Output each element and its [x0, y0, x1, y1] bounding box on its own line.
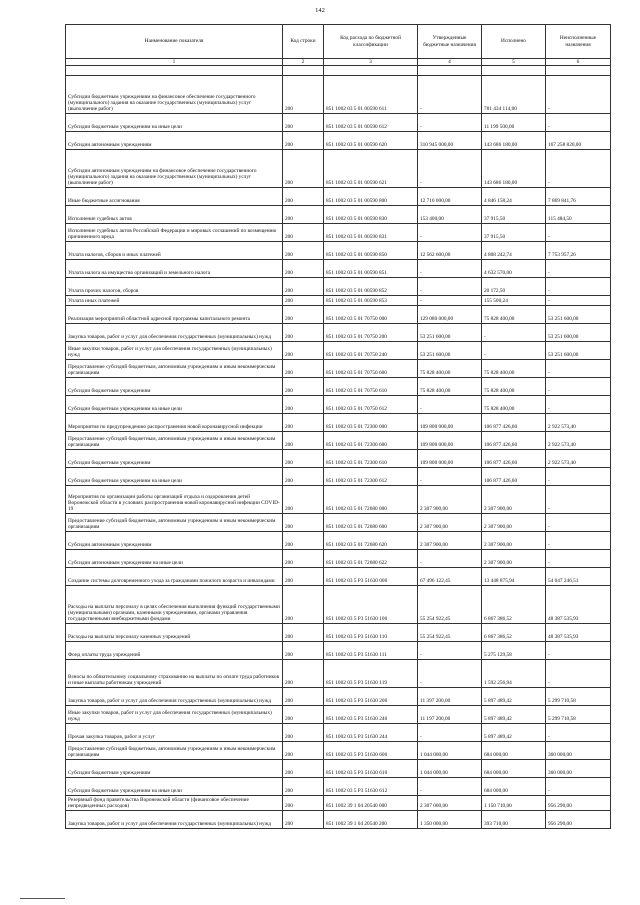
table-row — [66, 206, 611, 224]
table-row — [66, 688, 611, 706]
indicator-name-cell: Реализация мероприятий областной адресной программы капитального ремонта — [66, 306, 283, 324]
unexecuted-cell: - — [546, 224, 611, 242]
budget-code-cell: 851 1002 03 5 P3 51630 100 — [324, 586, 418, 624]
indicator-name-cell: Иные закупки товаров, работ и услуг для обеспечения государственных (муниципальных) нужд — [66, 706, 283, 724]
unexecuted-cell: - — [546, 724, 611, 742]
line-code-cell: 200 — [283, 642, 324, 660]
spacer-cell — [324, 66, 418, 76]
line-code-cell: 200 — [283, 778, 324, 796]
line-code-cell: 200 — [283, 342, 324, 360]
unexecuted-cell: 53 251 600,00 — [546, 324, 611, 342]
budget-code-cell: 851 1002 03 5 01 70750 000 — [324, 306, 418, 324]
unexecuted-cell: - — [546, 778, 611, 796]
budget-code-cell: 851 1002 03 5 01 70750 240 — [324, 342, 418, 360]
unexecuted-cell: 956 290,00 — [546, 811, 611, 829]
budget-code-cell: 851 1002 03 5 P3 51630 000 — [324, 568, 418, 586]
page-number: 142 — [315, 7, 325, 14]
table-row — [66, 150, 611, 188]
approved-cell: 11 397 200,00 — [418, 688, 482, 706]
unexecuted-cell: 956 290,00 — [546, 796, 611, 811]
budget-code-cell: 851 1002 03 5 P3 51630 111 — [324, 642, 418, 660]
header-unexecuted: Неисполненные назначения — [546, 25, 611, 59]
table-row — [66, 468, 611, 486]
budget-code-cell: 851 1002 03 5 01 00590 611 — [324, 76, 418, 114]
line-code-cell: 200 — [283, 296, 324, 306]
indicator-name-cell: Субсидии бюджетным учреждениям на финансовое обеспечение государственного (муниципального) задания на оказание государственных (муниципальных) услуг (выполнение работ) — [66, 76, 283, 114]
table-row — [66, 296, 611, 306]
budget-code-cell: 851 1002 03 5 P3 51630 240 — [324, 706, 418, 724]
column-number-row — [66, 59, 611, 66]
approved-cell: - — [418, 114, 482, 132]
line-code-cell: 200 — [283, 360, 324, 378]
indicator-name-cell: Уплата налогов, сборов и иных платежей — [66, 242, 283, 260]
table-row — [66, 586, 611, 624]
unexecuted-cell: - — [546, 278, 611, 296]
table-body — [66, 66, 611, 829]
unexecuted-cell: 360 000,00 — [546, 742, 611, 760]
indicator-name-cell: Уплата прочих налогов, сборов — [66, 278, 283, 296]
indicator-name-cell: Субсидии бюджетным учреждениям на иные цели — [66, 778, 283, 796]
unexecuted-cell: 53 251 600,00 — [546, 342, 611, 360]
line-code-cell: 200 — [283, 468, 324, 486]
approved-cell: - — [418, 724, 482, 742]
executed-cell: 155 500,24 — [482, 296, 546, 306]
approved-cell: 75 828 400,00 — [418, 378, 482, 396]
line-code-cell: 200 — [283, 706, 324, 724]
budget-code-cell: 851 1002 03 5 P3 51630 600 — [324, 742, 418, 760]
budget-code-cell: 851 1002 03 5 P3 51630 610 — [324, 760, 418, 778]
executed-cell: - — [482, 342, 546, 360]
budget-code-cell: 851 1002 03 5 01 72680 600 — [324, 514, 418, 532]
table-row — [66, 414, 611, 432]
approved-cell: 55 254 922,45 — [418, 586, 482, 624]
line-code-cell: 200 — [283, 324, 324, 342]
table-row — [66, 642, 611, 660]
approved-cell: 12 562 600,00 — [418, 242, 482, 260]
budget-code-cell: 851 1002 03 5 P3 51630 200 — [324, 688, 418, 706]
budget-code-cell: 851 1002 03 5 01 00590 853 — [324, 296, 418, 306]
budget-code-cell: 851 1002 39 1 04 20540 200 — [324, 811, 418, 829]
table-row — [66, 450, 611, 468]
indicator-name-cell: Расходы на выплаты персоналу казенных учреждений — [66, 624, 283, 642]
line-code-cell: 200 — [283, 114, 324, 132]
unexecuted-cell: 48 387 535,93 — [546, 624, 611, 642]
executed-cell: 106 877 426,60 — [482, 468, 546, 486]
indicator-name-cell: Закупка товаров, работ и услуг для обеспечения государственных (муниципальных) нужд — [66, 688, 283, 706]
unexecuted-cell: 5 299 710,58 — [546, 688, 611, 706]
table-row — [66, 76, 611, 114]
executed-cell: 6 867 386,52 — [482, 586, 546, 624]
approved-cell: 55 254 922,45 — [418, 624, 482, 642]
indicator-name-cell: Субсидии бюджетным учреждениям — [66, 450, 283, 468]
executed-cell: 5 897 489,42 — [482, 706, 546, 724]
spacer-cell — [283, 66, 324, 76]
executed-cell: 4 632 570,00 — [482, 260, 546, 278]
indicator-name-cell: Фонд оплаты труда учреждений — [66, 642, 283, 660]
unexecuted-cell: - — [546, 468, 611, 486]
spacer-cell — [546, 66, 611, 76]
footnote-divider — [20, 898, 65, 899]
column-number: 3 — [324, 59, 418, 66]
approved-cell: 2 307 900,00 — [418, 532, 482, 550]
unexecuted-cell: 360 000,00 — [546, 760, 611, 778]
approved-cell: - — [418, 76, 482, 114]
indicator-name-cell: Исполнение судебных актов — [66, 206, 283, 224]
indicator-name-cell: Закупка товаров, работ и услуг для обеспечения государственных (муниципальных) нужд — [66, 811, 283, 829]
budget-execution-table — [65, 24, 611, 829]
budget-code-cell: 851 1002 03 5 01 72680 620 — [324, 532, 418, 550]
executed-cell: 2 307 900,00 — [482, 532, 546, 550]
executed-cell: 37 915,50 — [482, 224, 546, 242]
approved-cell: 53 251 600,00 — [418, 324, 482, 342]
approved-cell: 310 945 000,00 — [418, 132, 482, 150]
executed-cell: 2 307 900,00 — [482, 550, 546, 568]
executed-cell: - — [482, 324, 546, 342]
executed-cell: 2 307 900,00 — [482, 514, 546, 532]
table-row — [66, 396, 611, 414]
budget-code-cell: 851 1002 03 5 01 00590 851 — [324, 260, 418, 278]
budget-code-cell: 851 1002 03 5 01 70750 200 — [324, 324, 418, 342]
approved-cell: 53 251 600,00 — [418, 342, 482, 360]
spacer-cell — [66, 66, 283, 76]
indicator-name-cell: Расходы на выплаты персоналу в целях обеспечения выполнения функций государственными (муниципальными) органами, казенными учреждениями, органами управления государственными внебюджетными фондами — [66, 586, 283, 624]
header-executed: Исполнено — [482, 25, 546, 59]
line-code-cell: 200 — [283, 150, 324, 188]
unexecuted-cell: 5 299 710,58 — [546, 706, 611, 724]
unexecuted-cell: 2 922 573,40 — [546, 432, 611, 450]
indicator-name-cell: Иные закупки товаров, работ и услуг для обеспечения государственных (муниципальных) нужд — [66, 342, 283, 360]
approved-cell: 1 044 000,00 — [418, 760, 482, 778]
line-code-cell: 200 — [283, 242, 324, 260]
executed-cell: 75 828 400,00 — [482, 378, 546, 396]
table-row — [66, 242, 611, 260]
unexecuted-cell: - — [546, 114, 611, 132]
spacer-row — [66, 66, 611, 76]
indicator-name-cell: Уплата налога на имущество организаций и земельного налога — [66, 260, 283, 278]
table-row — [66, 114, 611, 132]
table-row — [66, 660, 611, 688]
unexecuted-cell: - — [546, 642, 611, 660]
executed-cell: 1 592 256,94 — [482, 660, 546, 688]
approved-cell: - — [418, 150, 482, 188]
table-header-row — [66, 25, 611, 59]
indicator-name-cell: Предоставление субсидий бюджетным, автономным учреждениям и иным некоммерческим организациям — [66, 742, 283, 760]
table-row — [66, 306, 611, 324]
approved-cell: - — [418, 278, 482, 296]
unexecuted-cell: 2 922 573,40 — [546, 450, 611, 468]
budget-code-cell: 851 1002 03 5 01 00590 612 — [324, 114, 418, 132]
unexecuted-cell: 2 922 573,40 — [546, 414, 611, 432]
line-code-cell: 200 — [283, 224, 324, 242]
approved-cell: 11 197 200,00 — [418, 706, 482, 724]
budget-code-cell: 851 1002 03 5 01 00590 620 — [324, 132, 418, 150]
column-number: 1 — [66, 59, 283, 66]
line-code-cell: 200 — [283, 132, 324, 150]
budget-code-cell: 851 1002 03 5 01 72300 600 — [324, 432, 418, 450]
unexecuted-cell: - — [546, 532, 611, 550]
indicator-name-cell: Предоставление субсидий бюджетным, автономным учреждениям и иным некоммерческим организациям — [66, 360, 283, 378]
line-code-cell: 200 — [283, 378, 324, 396]
unexecuted-cell: 7 753 957,26 — [546, 242, 611, 260]
line-code-cell: 200 — [283, 260, 324, 278]
approved-cell: 153 400,00 — [418, 206, 482, 224]
line-code-cell: 200 — [283, 206, 324, 224]
executed-cell: 37 915,50 — [482, 206, 546, 224]
approved-cell: - — [418, 468, 482, 486]
indicator-name-cell: Создание системы долговременного ухода за гражданами пожилого возраста и инвалидами — [66, 568, 283, 586]
budget-code-cell: 851 1002 03 5 P3 51630 119 — [324, 660, 418, 688]
approved-cell: - — [418, 296, 482, 306]
unexecuted-cell: - — [546, 550, 611, 568]
executed-cell: 5 897 489,42 — [482, 724, 546, 742]
executed-cell: 75 828 400,00 — [482, 396, 546, 414]
unexecuted-cell: 54 047 246,51 — [546, 568, 611, 586]
executed-cell: 5 275 129,58 — [482, 642, 546, 660]
approved-cell: 1 350 000,00 — [418, 811, 482, 829]
executed-cell: 2 307 900,00 — [482, 486, 546, 514]
approved-cell: - — [418, 260, 482, 278]
budget-code-cell: 851 1002 03 5 P3 51630 612 — [324, 778, 418, 796]
indicator-name-cell: Прочая закупка товаров, работ и услуг — [66, 724, 283, 742]
approved-cell: 2 307 900,00 — [418, 486, 482, 514]
indicator-name-cell: Резервный фонд правительства Воронежской области (финансовое обеспечение непредвиденных расходов) — [66, 796, 283, 811]
budget-code-cell: 851 1002 39 1 04 20540 000 — [324, 796, 418, 811]
column-number: 6 — [546, 59, 611, 66]
approved-cell: 109 800 000,00 — [418, 432, 482, 450]
unexecuted-cell: - — [546, 396, 611, 414]
line-code-cell: 200 — [283, 760, 324, 778]
approved-cell: - — [418, 778, 482, 796]
table-row — [66, 724, 611, 742]
approved-cell: 2 307 900,00 — [418, 514, 482, 532]
table-row — [66, 514, 611, 532]
unexecuted-cell: - — [546, 514, 611, 532]
table-row — [66, 532, 611, 550]
header-indicator-name: Наименование показателя — [66, 25, 283, 59]
line-code-cell: 200 — [283, 450, 324, 468]
line-code-cell: 200 — [283, 724, 324, 742]
approved-cell: 75 828 400,00 — [418, 360, 482, 378]
header-line-code: Код строки — [283, 25, 324, 59]
budget-code-cell: 851 1002 03 5 01 72680 000 — [324, 486, 418, 514]
unexecuted-cell: 53 251 600,00 — [546, 306, 611, 324]
table-row — [66, 188, 611, 206]
executed-cell: 781 434 114,00 — [482, 76, 546, 114]
executed-cell: 11 199 500,00 — [482, 114, 546, 132]
approved-cell: 12 716 000,00 — [418, 188, 482, 206]
budget-code-cell: 851 1002 03 5 01 72300 000 — [324, 414, 418, 432]
indicator-name-cell: Предоставление субсидий бюджетным, автономным учреждениям и иным некоммерческим организациям — [66, 432, 283, 450]
table-row — [66, 360, 611, 378]
line-code-cell: 200 — [283, 811, 324, 829]
indicator-name-cell: Субсидии бюджетным учреждениям на иные цели — [66, 114, 283, 132]
executed-cell: 106 877 426,60 — [482, 450, 546, 468]
table-row — [66, 778, 611, 796]
table-row — [66, 568, 611, 586]
line-code-cell: 200 — [283, 742, 324, 760]
executed-cell: 20 172,50 — [482, 278, 546, 296]
budget-code-cell: 851 1002 03 5 01 72300 612 — [324, 468, 418, 486]
line-code-cell: 200 — [283, 432, 324, 450]
line-code-cell: 200 — [283, 550, 324, 568]
executed-cell: 6 867 386,52 — [482, 624, 546, 642]
unexecuted-cell: - — [546, 150, 611, 188]
executed-cell: 75 828 400,00 — [482, 306, 546, 324]
table-row — [66, 486, 611, 514]
indicator-name-cell: Субсидии автономным учреждениям на финансовое обеспечение государственного (муниципального) задания на оказание государственных (муниципальных) услуг (выполнение работ) — [66, 150, 283, 188]
unexecuted-cell: - — [546, 378, 611, 396]
executed-cell: 75 828 400,00 — [482, 360, 546, 378]
approved-cell: 67 496 122,45 — [418, 568, 482, 586]
table-row — [66, 324, 611, 342]
approved-cell: 129 080 000,00 — [418, 306, 482, 324]
budget-code-cell: 851 1002 03 5 01 00590 850 — [324, 242, 418, 260]
executed-cell: 4 846 158,24 — [482, 188, 546, 206]
executed-cell: 106 877 426,60 — [482, 414, 546, 432]
line-code-cell: 200 — [283, 76, 324, 114]
executed-cell: 684 000,00 — [482, 760, 546, 778]
budget-code-cell: 851 1002 03 5 01 72300 610 — [324, 450, 418, 468]
approved-cell: - — [418, 396, 482, 414]
spacer-cell — [482, 66, 546, 76]
indicator-name-cell: Исполнение судебных актов Российской Федерации и мировых соглашений по возмещению причиненного вреда — [66, 224, 283, 242]
header-approved: Утвержденные бюджетные назначения — [418, 25, 482, 59]
budget-code-cell: 851 1002 03 5 P3 51630 244 — [324, 724, 418, 742]
indicator-name-cell: Закупка товаров, работ и услуг для обеспечения государственных (муниципальных) нужд — [66, 324, 283, 342]
line-code-cell: 200 — [283, 624, 324, 642]
approved-cell: 1 044 000,00 — [418, 742, 482, 760]
budget-code-cell: 851 1002 03 5 01 00590 831 — [324, 224, 418, 242]
indicator-name-cell: Субсидии автономным учреждениям на иные цели — [66, 550, 283, 568]
indicator-name-cell: Взносы по обязательному социальному страхованию на выплаты по оплате труда работников и иные выплаты работникам учреждений — [66, 660, 283, 688]
table-row — [66, 742, 611, 760]
table-row — [66, 796, 611, 811]
unexecuted-cell: - — [546, 360, 611, 378]
line-code-cell: 200 — [283, 414, 324, 432]
table-row — [66, 760, 611, 778]
column-number: 4 — [418, 59, 482, 66]
indicator-name-cell: Субсидии бюджетным учреждениям на иные цели — [66, 396, 283, 414]
executed-cell: 106 877 426,60 — [482, 432, 546, 450]
table-row — [66, 811, 611, 829]
unexecuted-cell: - — [546, 76, 611, 114]
line-code-cell: 200 — [283, 796, 324, 811]
table-row — [66, 342, 611, 360]
line-code-cell: 200 — [283, 306, 324, 324]
budget-code-cell: 851 1002 03 5 01 70750 610 — [324, 378, 418, 396]
budget-code-cell: 851 1002 03 5 01 70750 600 — [324, 360, 418, 378]
budget-code-cell: 851 1002 03 5 01 70750 612 — [324, 396, 418, 414]
line-code-cell: 200 — [283, 688, 324, 706]
executed-cell: 1 150 710,00 — [482, 796, 546, 811]
column-number: 2 — [283, 59, 324, 66]
executed-cell: 5 897 489,42 — [482, 688, 546, 706]
indicator-name-cell: Субсидии бюджетным учреждениям на иные цели — [66, 468, 283, 486]
executed-cell: 4 808 242,74 — [482, 242, 546, 260]
indicator-name-cell: Предоставление субсидий бюджетным, автономным учреждениям и иным некоммерческим организациям — [66, 514, 283, 532]
indicator-name-cell: Мероприятия по организации работы организаций отдыха и оздоровления детей Воронежской области в условиях распространения новой коронавирусной инфекции COVID-19 — [66, 486, 283, 514]
table-row — [66, 432, 611, 450]
table-row — [66, 278, 611, 296]
approved-cell: - — [418, 550, 482, 568]
table-row — [66, 378, 611, 396]
table-row — [66, 550, 611, 568]
spacer-cell — [418, 66, 482, 76]
approved-cell: - — [418, 660, 482, 688]
budget-code-cell: 851 1002 03 5 01 00590 621 — [324, 150, 418, 188]
budget-code-cell: 851 1002 03 5 01 00590 830 — [324, 206, 418, 224]
line-code-cell: 200 — [283, 278, 324, 296]
executed-cell: 143 686 180,00 — [482, 150, 546, 188]
line-code-cell: 200 — [283, 514, 324, 532]
line-code-cell: 200 — [283, 532, 324, 550]
approved-cell: 109 800 000,00 — [418, 450, 482, 468]
executed-cell: 393 710,00 — [482, 811, 546, 829]
line-code-cell: 200 — [283, 396, 324, 414]
line-code-cell: 200 — [283, 586, 324, 624]
column-number: 5 — [482, 59, 546, 66]
approved-cell: - — [418, 642, 482, 660]
unexecuted-cell: - — [546, 260, 611, 278]
table-row — [66, 706, 611, 724]
unexecuted-cell: - — [546, 660, 611, 688]
indicator-name-cell: Субсидии автономным учреждениям — [66, 132, 283, 150]
unexecuted-cell: - — [546, 486, 611, 514]
table-row — [66, 260, 611, 278]
line-code-cell: 200 — [283, 568, 324, 586]
unexecuted-cell: - — [546, 296, 611, 306]
unexecuted-cell: 48 387 535,93 — [546, 586, 611, 624]
executed-cell: 143 686 180,00 — [482, 132, 546, 150]
indicator-name-cell: Мероприятия по предупреждению распространения новой коронавирусной инфекции — [66, 414, 283, 432]
indicator-name-cell: Субсидии автономным учреждениям — [66, 532, 283, 550]
approved-cell: - — [418, 224, 482, 242]
table-row — [66, 132, 611, 150]
table-row — [66, 624, 611, 642]
unexecuted-cell: 7 869 841,76 — [546, 188, 611, 206]
indicator-name-cell: Субсидии бюджетным учреждениям — [66, 760, 283, 778]
executed-cell: 13 448 875,94 — [482, 568, 546, 586]
executed-cell: 684 000,00 — [482, 742, 546, 760]
budget-code-cell: 851 1002 03 5 01 00590 800 — [324, 188, 418, 206]
budget-code-cell: 851 1002 03 5 01 00590 852 — [324, 278, 418, 296]
unexecuted-cell: 115 484,50 — [546, 206, 611, 224]
header-budget-code: Код расхода по бюджетной классификации — [324, 25, 418, 59]
approved-cell: 109 800 000,00 — [418, 414, 482, 432]
approved-cell: 2 307 000,00 — [418, 796, 482, 811]
line-code-cell: 200 — [283, 660, 324, 688]
indicator-name-cell: Субсидии бюджетным учреждениям — [66, 378, 283, 396]
line-code-cell: 200 — [283, 188, 324, 206]
unexecuted-cell: 167 258 820,00 — [546, 132, 611, 150]
budget-code-cell: 851 1002 03 5 01 72680 622 — [324, 550, 418, 568]
indicator-name-cell: Уплата иных платежей — [66, 296, 283, 306]
table-row — [66, 224, 611, 242]
budget-code-cell: 851 1002 03 5 P3 51630 110 — [324, 624, 418, 642]
line-code-cell: 200 — [283, 486, 324, 514]
indicator-name-cell: Иные бюджетные ассигнования — [66, 188, 283, 206]
executed-cell: 684 000,00 — [482, 778, 546, 796]
